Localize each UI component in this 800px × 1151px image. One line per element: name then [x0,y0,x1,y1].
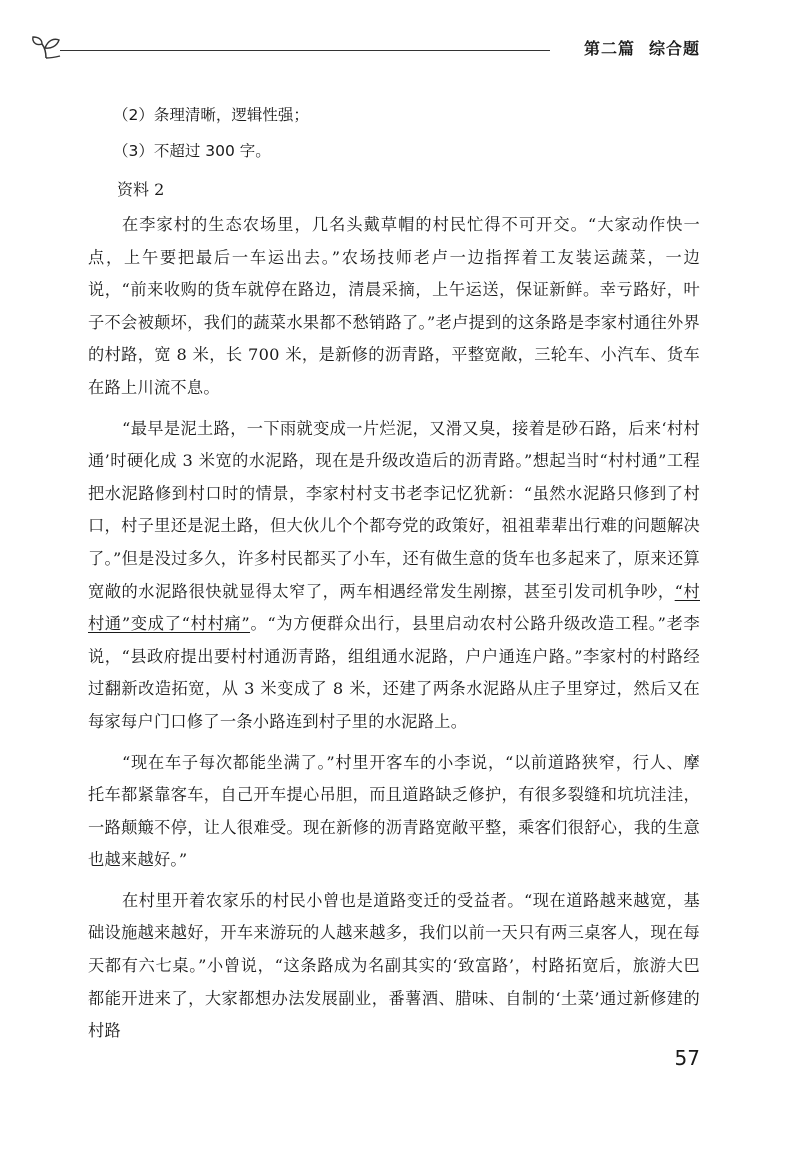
header-title [584,36,700,59]
paragraph-text: 。“为方便群众出行，县里启动农村公路升级改造工程。”老李说，“县政府提出要村村通沥青路，组组通水泥路，户户通连户路。”李家村的村路经过翻新改造拓宽，从 3 米变成了 8 米，还建了两条水泥路从庄子里穿过，然后又在每家每户门口修了一条小路连到村子里的水泥路上。 [88,614,700,731]
body-paragraph: 在村里开着农家乐的村民小曾也是道路变迁的受益者。“现在道路越来越宽，基础设施越来越好，开车来游玩的人越来越多，我们以前一天只有两三桌客人，现在每天都有六七桌。”小曾说，“这条路成为名副其实的‘致富路’，村路拓宽后，旅游大巴都能开进来了，大家都想办法发展副业，番薯酒、腊味、自制的‘土菜’通过新修建的村路 [88,890,700,1041]
leaf-sprout-icon [30,34,62,60]
page-number: 57 [674,1046,700,1070]
page-header [60,28,700,64]
header-section: 综合题 [648,39,700,58]
body-paragraph: 在李家村的生态农场里，几名头戴草帽的村民忙得不可开交。“大家动作快一点，上午要把最后一车运出去。”农场技师老卢一边指挥着工友装运蔬菜，一边说，“前来收购的货车就停在路边，清晨采摘，上午运送，保证新鲜。幸亏路好，叶子不会被颠坏，我们的蔬菜水果都不愁销路了。”老卢提到的这条路是李家村通往外界的村路，宽 8 米，长 700 米，是新修的沥青路，平整宽敞，三轮车、小汽车、货车在路上川流不息。 [88,215,700,397]
requirement-item: （3）不超过 300 字。 [113,142,271,160]
underlined-phrase: “村村通”变成了“村村痛” [88,581,700,634]
header-rule [60,50,550,51]
main-content [88,97,700,1056]
body-paragraph: “现在车子每次都能坐满了。”村里开客车的小李说，“以前道路狭窄，行人、摩托车都紧靠客车，自己开车提心吊胆，而且道路缺乏修护，有很多裂缝和坑坑洼洼，一路颠簸不停，让人很难受。现在新修的沥青路宽敞平整，乘客们很舒心，我的生意也越来越好。” [88,752,700,870]
material-heading: 资料 2 [117,180,165,199]
paragraph-text: “最早是泥土路，一下雨就变成一片烂泥，又滑又臭，接着是砂石路，后来‘村村通’时硬化成 3 米宽的水泥路，现在是升级改造后的沥青路。”想起当时“村村通”工程把水泥路修到村口时的情景，李家村村支书老李记忆犹新：“虽然水泥路只修到了村口，村子里还是泥土路，但大伙儿个个都夸党的政策好，祖祖辈辈出行难的问题解决了。”但是没过多久，许多村民都买了小车，还有做生意的货车也多起来了，原来还算宽敞的水泥路很快就显得太窄了，两车相遇经常发生剐擦，甚至引发司机争吵， [88,418,700,601]
requirement-item: （2）条理清晰，逻辑性强； [113,106,309,124]
header-part: 第二篇 [583,39,635,58]
body-paragraph [88,413,700,739]
